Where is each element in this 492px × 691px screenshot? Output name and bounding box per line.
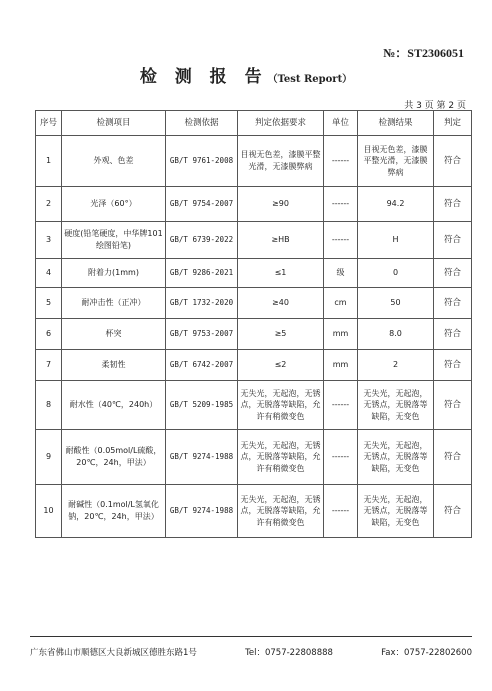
row-verdict: 符合	[434, 485, 472, 538]
row-unit: ------	[324, 485, 358, 538]
row-verdict: 符合	[434, 136, 472, 187]
row-no: 2	[36, 187, 62, 222]
row-verdict: 符合	[434, 288, 472, 319]
row-no: 9	[36, 430, 62, 485]
header-verdict: 判定	[434, 111, 472, 136]
row-verdict: 符合	[434, 381, 472, 430]
row-no: 1	[36, 136, 62, 187]
row-unit: 级	[324, 259, 358, 288]
row-item: 耐水性（40℃，240h）	[62, 381, 166, 430]
table-row	[36, 319, 472, 350]
row-result: 2	[358, 350, 434, 381]
row-result: 0	[358, 259, 434, 288]
results-table	[35, 110, 472, 538]
footer-tel: Tel：0757-22808888	[245, 648, 333, 658]
table-row	[36, 350, 472, 381]
page-count: 共 3 页 第 2 页	[404, 101, 466, 111]
row-verdict: 符合	[434, 319, 472, 350]
table-row	[36, 288, 472, 319]
row-standard: GB/T 9286-2021	[166, 259, 238, 288]
table-header-row	[36, 111, 472, 136]
row-requirement: ≥5	[238, 319, 324, 350]
row-result: H	[358, 222, 434, 259]
row-result: 8.0	[358, 319, 434, 350]
row-requirement: ≤2	[238, 350, 324, 381]
row-no: 6	[36, 319, 62, 350]
row-result: 目视无色差，漆膜平整光滑，无漆膜弊病	[358, 136, 434, 187]
row-item: 光泽（60°）	[62, 187, 166, 222]
header-standard: 检测依据	[166, 111, 238, 136]
header-item: 检测项目	[62, 111, 166, 136]
report-title-en: （Test Report）	[267, 74, 353, 85]
report-title-cn: 检 测 报 告	[139, 67, 268, 87]
table-row	[36, 187, 472, 222]
footer-address: 广东省佛山市顺德区大良新城区德胜东路1号	[30, 648, 197, 658]
table-row	[36, 485, 472, 538]
report-title	[0, 62, 492, 87]
header-unit: 单位	[324, 111, 358, 136]
row-verdict: 符合	[434, 350, 472, 381]
row-unit: ------	[324, 187, 358, 222]
row-item: 附着力(1mm)	[62, 259, 166, 288]
row-no: 7	[36, 350, 62, 381]
row-requirement: 无失光，无起泡，无锈点，无脱落等缺陷，允许有稍微变色	[238, 381, 324, 430]
header-result: 检测结果	[358, 111, 434, 136]
header-no: 序号	[36, 111, 62, 136]
row-item: 硬度(铅笔硬度，中华牌101绘图铅笔)	[62, 222, 166, 259]
footer-divider	[30, 636, 472, 637]
row-standard: GB/T 5209-1985	[166, 381, 238, 430]
row-item: 耐碱性（0.1mol/L氢氧化钠，20℃，24h，甲法）	[62, 485, 166, 538]
row-requirement: ≥90	[238, 187, 324, 222]
row-item: 外观、色差	[62, 136, 166, 187]
row-no: 3	[36, 222, 62, 259]
row-requirement: ≤1	[238, 259, 324, 288]
row-requirement: 无失光，无起泡，无锈点，无脱落等缺陷，允许有稍微变色	[238, 485, 324, 538]
row-no: 4	[36, 259, 62, 288]
row-result: 无失光，无起泡，无锈点，无脱落等缺陷，无变色	[358, 485, 434, 538]
row-unit: ------	[324, 222, 358, 259]
row-standard: GB/T 9761-2008	[166, 136, 238, 187]
row-result: 无失光，无起泡，无锈点，无脱落等缺陷，无变色	[358, 430, 434, 485]
row-verdict: 符合	[434, 259, 472, 288]
row-no: 5	[36, 288, 62, 319]
table-row	[36, 222, 472, 259]
row-result: 94.2	[358, 187, 434, 222]
row-item: 柔韧性	[62, 350, 166, 381]
row-requirement: ≥HB	[238, 222, 324, 259]
row-result: 50	[358, 288, 434, 319]
row-standard: GB/T 9274-1988	[166, 485, 238, 538]
row-verdict: 符合	[434, 187, 472, 222]
row-item: 杯突	[62, 319, 166, 350]
footer-fax: Fax：0757-22802600	[381, 648, 472, 658]
row-item: 耐冲击性（正冲）	[62, 288, 166, 319]
row-unit: ------	[324, 430, 358, 485]
row-unit: ------	[324, 136, 358, 187]
row-standard: GB/T 9753-2007	[166, 319, 238, 350]
header-requirement: 判定依据要求	[238, 111, 324, 136]
row-requirement: 目视无色差，漆膜平整光滑，无漆膜弊病	[238, 136, 324, 187]
row-unit: cm	[324, 288, 358, 319]
row-standard: GB/T 6742-2007	[166, 350, 238, 381]
row-no: 10	[36, 485, 62, 538]
row-standard: GB/T 9754-2007	[166, 187, 238, 222]
row-standard: GB/T 1732-2020	[166, 288, 238, 319]
table-row	[36, 259, 472, 288]
row-unit: mm	[324, 319, 358, 350]
row-unit: ------	[324, 381, 358, 430]
row-requirement: ≥40	[238, 288, 324, 319]
row-standard: GB/T 6739-2022	[166, 222, 238, 259]
table-row	[36, 136, 472, 187]
table-row	[36, 381, 472, 430]
report-number: №：ST2306051	[383, 46, 464, 60]
row-standard: GB/T 9274-1988	[166, 430, 238, 485]
row-verdict: 符合	[434, 430, 472, 485]
footer	[30, 646, 472, 658]
table-row	[36, 430, 472, 485]
row-result: 无失光，无起泡，无锈点，无脱落等缺陷，无变色	[358, 381, 434, 430]
row-item: 耐酸性（0.05mol/L硫酸，20℃，24h，甲法）	[62, 430, 166, 485]
row-requirement: 无失光，无起泡，无锈点，无脱落等缺陷，允许有稍微变色	[238, 430, 324, 485]
row-verdict: 符合	[434, 222, 472, 259]
row-no: 8	[36, 381, 62, 430]
row-unit: mm	[324, 350, 358, 381]
